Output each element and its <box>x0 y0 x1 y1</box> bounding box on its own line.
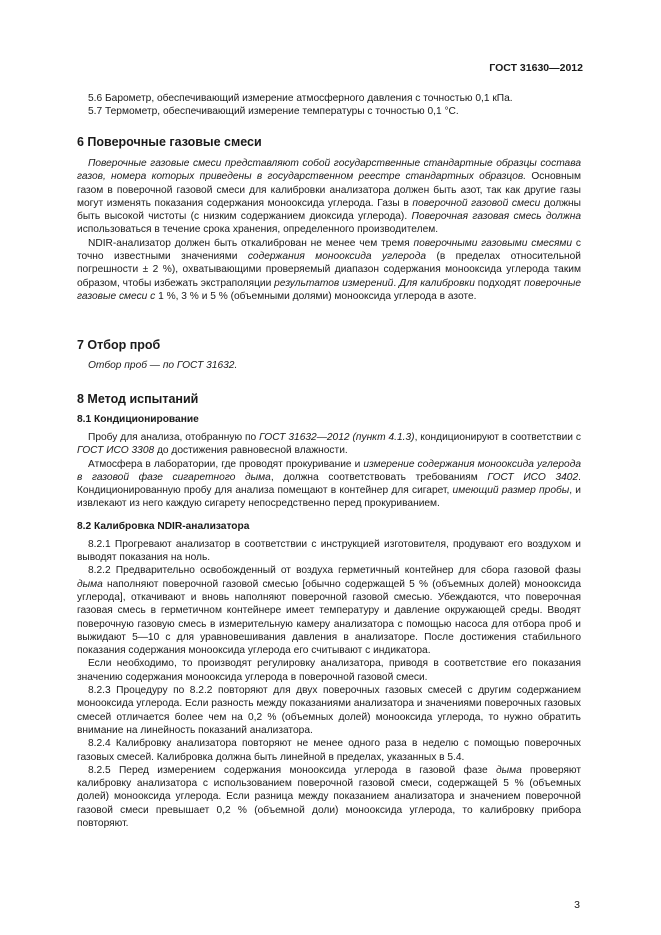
subsection-8-1-paragraph-1 <box>77 431 581 458</box>
text-run: 1 %, 3 % и 5 % (объемными долями) монооксида углерода в азоте. <box>155 290 477 302</box>
text-run: Пробу для анализа, отобранную по <box>88 432 260 443</box>
section-6-title: 6 Поверочные газовые смеси <box>77 135 262 149</box>
page-number: 3 <box>574 899 580 911</box>
text-run: Атмосфера в лаборатории, где проводят прокуривание и <box>88 458 364 470</box>
section-6-paragraph-2 <box>77 237 581 303</box>
text-run: измерение содержания монооксида углерода в газовой фазе сигаретного дыма <box>77 458 581 483</box>
paragraph-8-2-5 <box>77 764 581 830</box>
paragraph-8-2-2 <box>77 564 581 657</box>
section-8 <box>77 391 581 830</box>
text-run: до достижения равновесной влажности. <box>154 445 348 457</box>
paragraph-8-2-2-adjust: Если необходимо, то производят регулировку анализатора, приводя в соответствие его показания значению содержания монооксида углерода в поверочной газовой смеси. <box>77 658 581 683</box>
text-run: содержания монооксида углерода <box>247 251 427 263</box>
paragraph-8-2-1: 8.2.1 Прогревают анализатор в соответствии с инструкцией изготовителя, продувают его воздухом и выводят показания на ноль. <box>77 538 581 564</box>
text-run: Поверочная газовая смесь должна <box>411 211 581 223</box>
paragraph-8-2-3: 8.2.3 Процедуру по 8.2.2 повторяют для двух поверочных газовых смесей с другим содержанием монооксида углерода. Если разность между показаниями анализатора и значениями поверочных газовых смесей отличается более чем на 0,2 % (объемных долей) монооксида углерода, то нужно обратить внимание на линейность показаний анализатора. <box>77 685 581 736</box>
section-7-title: 7 Отбор проб <box>77 338 161 352</box>
section-6 <box>77 134 581 303</box>
text-run: дыма <box>77 578 103 590</box>
text-run: поверочные газовые смеси с <box>77 277 581 302</box>
text-run: . <box>393 277 400 289</box>
text-run: Поверочные газовые смеси представляют собой государственные стандартные образцы состава газов, номера которых приведены в государственном реестре стандартных образцов. <box>77 158 581 183</box>
text-run: Основным газом в поверочной газовой смеси для калибровки анализатора должен быть азот, так как другие газы могут изменять показания содержания монооксида углерода. Газы в <box>77 171 581 209</box>
subsection-8-1-paragraph-2 <box>77 458 581 511</box>
text-run: дыма <box>495 764 522 776</box>
text-run: ГОСТ 31632—2012 (пункт 4.1.3) <box>259 432 415 443</box>
text-run: имеющий размер пробы <box>452 485 570 497</box>
text-run: (в пределах относительной погрешности ± 2 %), охватывающими проверяемый диапазон содержания монооксида углерода таким образом, чтобы избежать экстраполяции <box>77 251 581 289</box>
text-run: 8.2.2 Предварительно освобожденный от воздуха герметичный контейнер для сбора газовой фазы <box>88 565 581 577</box>
standard-header: ГОСТ 31630—2012 <box>489 62 583 74</box>
section-8-title: 8 Метод испытаний <box>77 392 199 406</box>
text-run: NDIR-анализатор должен быть откалиброван не менее чем тремя <box>88 237 414 249</box>
subsection-8-2-title: 8.2 Калибровка NDIR-анализатора <box>77 520 250 532</box>
subsection-8-1-title: 8.1 Кондиционирование <box>77 414 199 425</box>
text-run: подходят <box>474 277 525 289</box>
paragraph-8-2-4: 8.2.4 Калибровку анализатора повторяют не менее одного раза в неделю с помощью поверочных газовых смесей. Калибровка должна быть линейной в пределах, указанных в 5.4. <box>77 738 581 763</box>
text-run: использоваться в течение срока хранения, определенного производителем. <box>77 224 439 236</box>
text-run: поверочными газовыми смесями <box>413 237 573 249</box>
text-run: поверочной газовой смеси <box>412 197 541 209</box>
section-7-paragraph: Отбор проб — по ГОСТ 31632. <box>88 360 238 371</box>
text-run: наполняют поверочной газовой смесью [обычно содержащей 5 % (объемных долей) монооксида углерода], откачивают и вновь наполняют поверочной газовой смесью. Убеждаются, что поверочная газовая смесь в герметичном контейнере имеет температуру и давление окружающей среды. Вводят поверочную газовую смесь в измерительную камеру анализатора с помощью насоса для отбора проб и выжидают 5—10 с для уравновешивания давления в анализаторе. После достижения стабильного показания содержания монооксида углерода его считывают с индикатора. <box>77 578 581 657</box>
item-5-6: 5.6 Барометр, обеспечивающий измерение атмосферного давления с точностью 0,1 кПа. <box>88 93 513 104</box>
text-run: проверяют калибровку анализатора с использованием поверочной газовой смеси, содержащей 5 % (объемных долей) монооксида углерода. Если разница между показанием анализатора и значением поверочной газовой смеси превышает 0,2 % (объемной доли) монооксида углерода, то калибровку прибора повторяют. <box>77 764 581 830</box>
text-run: с точно известными значениями <box>77 237 581 263</box>
text-run: , кондиционируют в соответствии с <box>414 432 582 443</box>
text-run: . Кондиционированную пробу для анализа помещают в контейнер для сигарет, <box>77 471 581 497</box>
section-7 <box>77 337 581 372</box>
text-run: 8.2.5 Перед измерением содержания монооксида углерода в газовой фазе <box>88 764 496 776</box>
text-run: результатов измерений <box>274 277 394 289</box>
section-6-paragraph-1 <box>77 157 581 237</box>
text-run: должны быть высокой чистоты (с низким содержанием диоксида углерода). <box>77 197 581 223</box>
section-5-items <box>77 92 581 119</box>
text-run: ГОСТ ИСО 3402 <box>487 471 579 483</box>
text-run: , должна соответствовать требованиям <box>270 471 488 483</box>
item-5-7: 5.7 Термометр, обеспечивающий измерение температуры с точностью 0,1 °С. <box>88 106 459 118</box>
text-run: ГОСТ ИСО 3308 <box>77 445 155 457</box>
text-run: Для калибровки <box>399 277 475 289</box>
text-run: , и извлекают из него каждую сигарету непосредственно перед прокуриванием. <box>77 485 581 510</box>
